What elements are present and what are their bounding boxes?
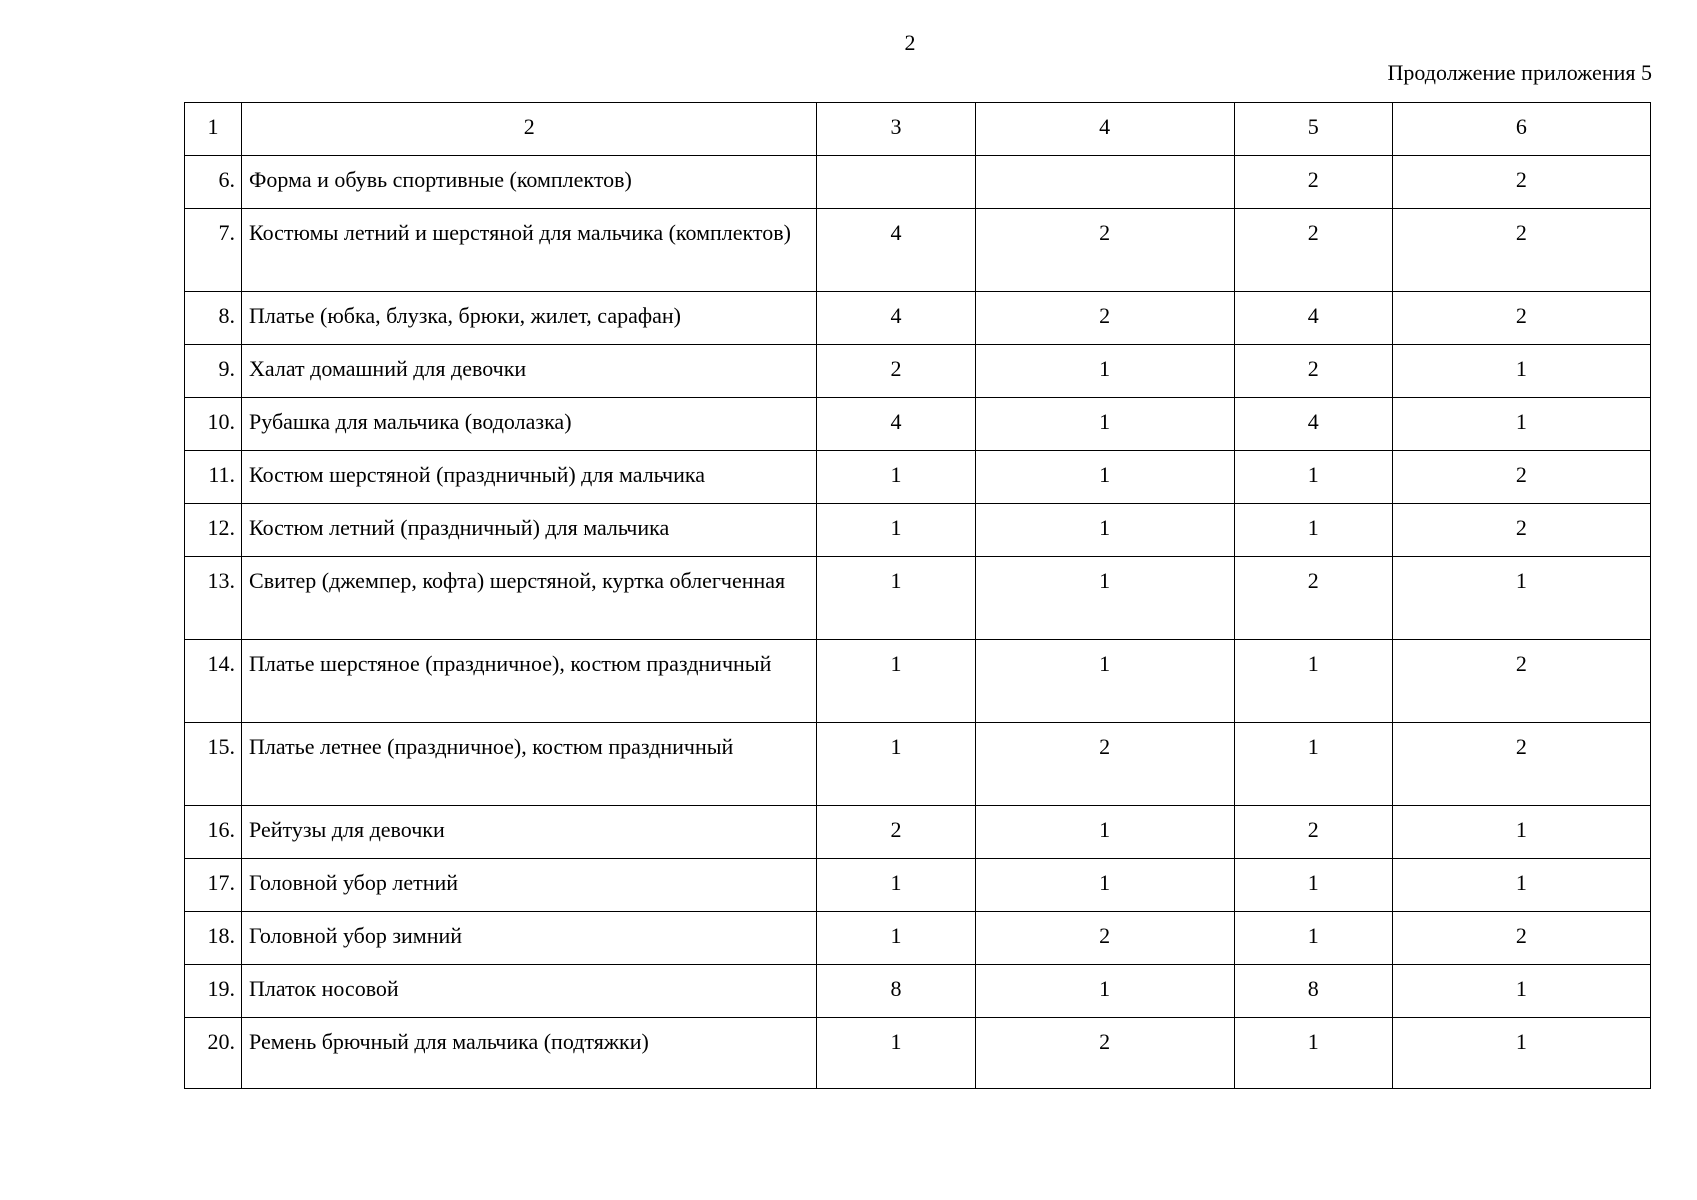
table-row <box>185 859 1651 912</box>
continuation-label: Продолжение приложения 5 <box>1387 60 1652 85</box>
value-col-4 <box>975 156 1234 209</box>
value-col-6: 1 <box>1392 806 1650 859</box>
value-col-6: 2 <box>1392 209 1650 292</box>
table-row <box>185 451 1651 504</box>
value-col-3: 2 <box>817 345 975 398</box>
item-name: Костюм летний (праздничный) для мальчика <box>242 504 817 557</box>
row-number: 17. <box>185 859 242 912</box>
value-col-4: 1 <box>975 859 1234 912</box>
table-row <box>185 1018 1651 1089</box>
value-col-3: 1 <box>817 451 975 504</box>
value-col-6: 2 <box>1392 504 1650 557</box>
value-col-6: 1 <box>1392 557 1650 640</box>
value-col-3: 1 <box>817 504 975 557</box>
row-number: 15. <box>185 723 242 806</box>
value-col-5: 2 <box>1234 557 1392 640</box>
row-number: 13. <box>185 557 242 640</box>
value-col-4: 2 <box>975 292 1234 345</box>
value-col-4: 1 <box>975 640 1234 723</box>
value-col-6: 1 <box>1392 965 1650 1018</box>
value-col-3: 1 <box>817 1018 975 1089</box>
table-header-row <box>185 103 1651 156</box>
item-name: Рейтузы для девочки <box>242 806 817 859</box>
value-col-3 <box>817 156 975 209</box>
header-cell: 1 <box>185 103 242 156</box>
row-number: 20. <box>185 1018 242 1089</box>
row-number: 16. <box>185 806 242 859</box>
value-col-5: 1 <box>1234 640 1392 723</box>
row-number: 18. <box>185 912 242 965</box>
header-cell: 5 <box>1234 103 1392 156</box>
value-col-4: 1 <box>975 504 1234 557</box>
item-name: Свитер (джемпер, кофта) шерстяной, куртка облегченная <box>242 557 817 640</box>
item-name: Костюм шерстяной (праздничный) для мальчика <box>242 451 817 504</box>
value-col-6: 2 <box>1392 292 1650 345</box>
value-col-6: 2 <box>1392 912 1650 965</box>
value-col-5: 2 <box>1234 345 1392 398</box>
table-row <box>185 806 1651 859</box>
value-col-5: 4 <box>1234 398 1392 451</box>
item-name: Платье (юбка, блузка, брюки, жилет, сарафан) <box>242 292 817 345</box>
value-col-6: 1 <box>1392 398 1650 451</box>
header-cell: 2 <box>242 103 817 156</box>
value-col-6: 1 <box>1392 859 1650 912</box>
item-name: Форма и обувь спортивные (комплектов) <box>242 156 817 209</box>
table-row <box>185 209 1651 292</box>
value-col-3: 1 <box>817 723 975 806</box>
table-row <box>185 640 1651 723</box>
value-col-5: 1 <box>1234 451 1392 504</box>
value-col-3: 1 <box>817 640 975 723</box>
table-row <box>185 912 1651 965</box>
value-col-3: 1 <box>817 859 975 912</box>
header-cell: 3 <box>817 103 975 156</box>
item-name: Ремень брючный для мальчика (подтяжки) <box>242 1018 817 1089</box>
row-number: 12. <box>185 504 242 557</box>
value-col-5: 1 <box>1234 912 1392 965</box>
header-cell: 4 <box>975 103 1234 156</box>
value-col-3: 2 <box>817 806 975 859</box>
table-row <box>185 292 1651 345</box>
value-col-5: 1 <box>1234 504 1392 557</box>
row-number: 19. <box>185 965 242 1018</box>
row-number: 8. <box>185 292 242 345</box>
value-col-6: 2 <box>1392 451 1650 504</box>
value-col-3: 8 <box>817 965 975 1018</box>
value-col-3: 4 <box>817 398 975 451</box>
table-row <box>185 504 1651 557</box>
row-number: 7. <box>185 209 242 292</box>
value-col-5: 2 <box>1234 209 1392 292</box>
value-col-3: 4 <box>817 209 975 292</box>
value-col-5: 1 <box>1234 1018 1392 1089</box>
table-row <box>185 345 1651 398</box>
table-row <box>185 723 1651 806</box>
value-col-6: 2 <box>1392 640 1650 723</box>
value-col-4: 1 <box>975 451 1234 504</box>
item-name: Головной убор летний <box>242 859 817 912</box>
item-name: Платок носовой <box>242 965 817 1018</box>
value-col-4: 1 <box>975 965 1234 1018</box>
row-number: 9. <box>185 345 242 398</box>
row-number: 10. <box>185 398 242 451</box>
value-col-4: 1 <box>975 557 1234 640</box>
value-col-6: 2 <box>1392 156 1650 209</box>
value-col-5: 1 <box>1234 859 1392 912</box>
item-name: Халат домашний для девочки <box>242 345 817 398</box>
value-col-3: 4 <box>817 292 975 345</box>
value-col-4: 2 <box>975 209 1234 292</box>
value-col-4: 1 <box>975 398 1234 451</box>
value-col-4: 2 <box>975 1018 1234 1089</box>
row-number: 6. <box>185 156 242 209</box>
value-col-6: 2 <box>1392 723 1650 806</box>
value-col-5: 1 <box>1234 723 1392 806</box>
item-name: Костюмы летний и шерстяной для мальчика (комплектов) <box>242 209 817 292</box>
value-col-4: 1 <box>975 806 1234 859</box>
row-number: 14. <box>185 640 242 723</box>
table-row <box>185 156 1651 209</box>
header-cell: 6 <box>1392 103 1650 156</box>
value-col-3: 1 <box>817 557 975 640</box>
table-row <box>185 965 1651 1018</box>
value-col-6: 1 <box>1392 345 1650 398</box>
item-name: Платье шерстяное (праздничное), костюм праздничный <box>242 640 817 723</box>
item-name: Головной убор зимний <box>242 912 817 965</box>
table-row <box>185 557 1651 640</box>
value-col-6: 1 <box>1392 1018 1650 1089</box>
table-row <box>185 398 1651 451</box>
value-col-5: 4 <box>1234 292 1392 345</box>
item-name: Рубашка для мальчика (водолазка) <box>242 398 817 451</box>
value-col-5: 2 <box>1234 156 1392 209</box>
row-number: 11. <box>185 451 242 504</box>
value-col-5: 2 <box>1234 806 1392 859</box>
page-number: 2 <box>904 30 916 55</box>
value-col-4: 1 <box>975 345 1234 398</box>
value-col-3: 1 <box>817 912 975 965</box>
items-table <box>184 102 1651 1089</box>
value-col-4: 2 <box>975 912 1234 965</box>
value-col-5: 8 <box>1234 965 1392 1018</box>
item-name: Платье летнее (праздничное), костюм праздничный <box>242 723 817 806</box>
value-col-4: 2 <box>975 723 1234 806</box>
